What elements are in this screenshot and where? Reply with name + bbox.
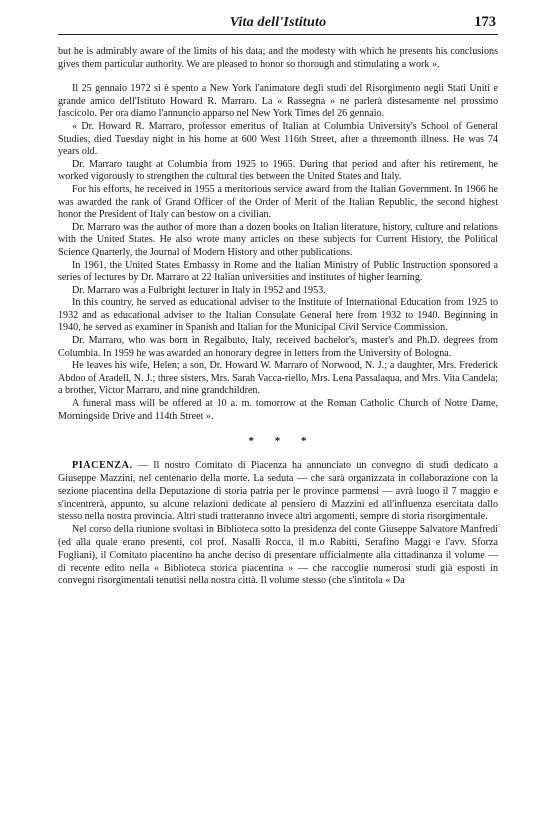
running-header [58, 14, 498, 35]
piacenza-section [58, 460, 498, 588]
paragraph-continuation: but he is admirably aware of the limits of his data; and the modesty with which he presents his conclusions gives them particular authority. We are pleased to honor so thorough and stimulating a work ». [58, 46, 498, 70]
paragraph-author: Dr. Marraro was the author of more than a dozen books on Italian literature, history, culture and relations with the United States. He also wrote many articles on these subjects for Current History, the Political Science Quarterly, the Journal of Modern History and other publications. [58, 221, 498, 258]
paragraph-piacenza-2: Nel corso della riunione svoltasi in Biblioteca sotto la presidenza del conte Giuseppe Salvatore Manfredi (ed alla quale erano presenti, col prof. Nasalli Rocca, il m.o Rabitti, Serafino Maggi e l'avv. Sforza Fogliani), il Comitato piacentino ha anche deciso di presentare ufficialmente alla cittadinanza il volume — di recente edito nella « Biblioteca storica piacentina » — che raccoglie numerosi studi già esposti in convegni risorgimentali tenutisi nella nostra città. Il volume stesso (che s'intitola « Da [58, 524, 498, 587]
section-lead: PIACENZA. [72, 460, 133, 472]
section-separator: * * * [248, 435, 316, 448]
paragraph-piacenza-1-text: — Il nostro Comitato di Piacenza ha annunciato un convegno di studi dedicato a Giuseppe Mazzini, nel centenario della morte. La seduta — che sarà organizzata in collaborazione con la sezione piacentina della Deputazione di storia patria per le province parmensi — avrà luogo il 7 maggio e s'incentrerà, appunto, su alcune relazioni dedicate al pensiero di Mazzini ed all'influenza esercitata dallo stesso nella nostra provincia. Altri studi tratteranno invece altri argomenti, sempre di storia risorgimentale. [58, 460, 498, 523]
paragraph-quote-opening: « Dr. Howard R. Marraro, professor emeritus of Italian at Columbia University's School of General Studies, died Tuesday night in his home at 600 West 116th Street, after a threemonth illness. He was 74 years old. [58, 120, 498, 158]
paragraph-gap [58, 71, 498, 83]
paragraph-announcement: Il 25 gennaio 1972 si è spento a New York l'animatore degli studi del Risorgimento negli Stati Uniti e grande amico dell'Istituto Howard R. Marraro. La « Rassegna » ne parlerà distesamente nel prossimo fascicolo. Per ora diamo l'annuncio apparso nel New York Times del 26 gennaio. [58, 83, 498, 120]
page [58, 14, 498, 588]
page-number: 173 [474, 14, 496, 30]
paragraph-adviser: In this country, he served as educational adviser to the Institute of International Education from 1925 to 1932 and as educational adviser to the Italian Consulate General here from 1932 to 1940. Beginning in 1940, he served as examiner in Spanish and Italian for the Municipal Civil Service Commission. [58, 297, 498, 334]
paragraph-funeral: A funeral mass will be offered at 10 a. m. tomorrow at the Roman Catholic Church of Notre Dame, Morningside Drive and 114th Street ». [58, 398, 498, 422]
obituary-section [58, 46, 498, 423]
running-title: Vita dell'Istituto [229, 15, 327, 30]
paragraph-fulbright: Dr. Marraro was a Fulbright lecturer in Italy in 1952 and 1953. [72, 284, 326, 296]
paragraph-family: He leaves his wife, Helen; a son, Dr. Howard W. Marraro of Norwood, N. J.; a daughter, Mrs. Frederick Abdoo of Aradell, N. J.; three sisters, Mrs. Sarah Vacca-riello, Mrs. Lena Passalaqua, and Mrs. Vita Candela; a brother, Victor Marraro, and nine grandchildren. [58, 360, 498, 397]
paragraph-awards: For his efforts, he received in 1955 a meritorious service award from the Italian Government. In 1966 he was awarded the rank of Grand Officer of the Order of Merit of the Italian Republic, the second highest honor the President of Italy can bestow on a civilian. [58, 183, 498, 221]
paragraph-lectures: In 1961, the United States Embassy in Rome and the Italian Ministry of Public Instruction sponsored a series of lectures by Dr. Marraro at 22 Italian universities and institutes of higher learning. [58, 259, 498, 284]
paragraph-piacenza-1 [58, 460, 498, 524]
paragraph-degrees: Dr. Marraro, who was born in Regalbuto, Italy, received bachelor's, master's and Ph.D. degrees from Columbia. In 1959 he was awarded an honorary degree in letters from the University of Bologna. [58, 335, 498, 359]
paragraph-columbia: Dr. Marraro taught at Columbia from 1925 to 1965. During that period and after his retirement, he worked vigorously to strengthen the cultural ties between the United States and Italy. [58, 158, 498, 183]
